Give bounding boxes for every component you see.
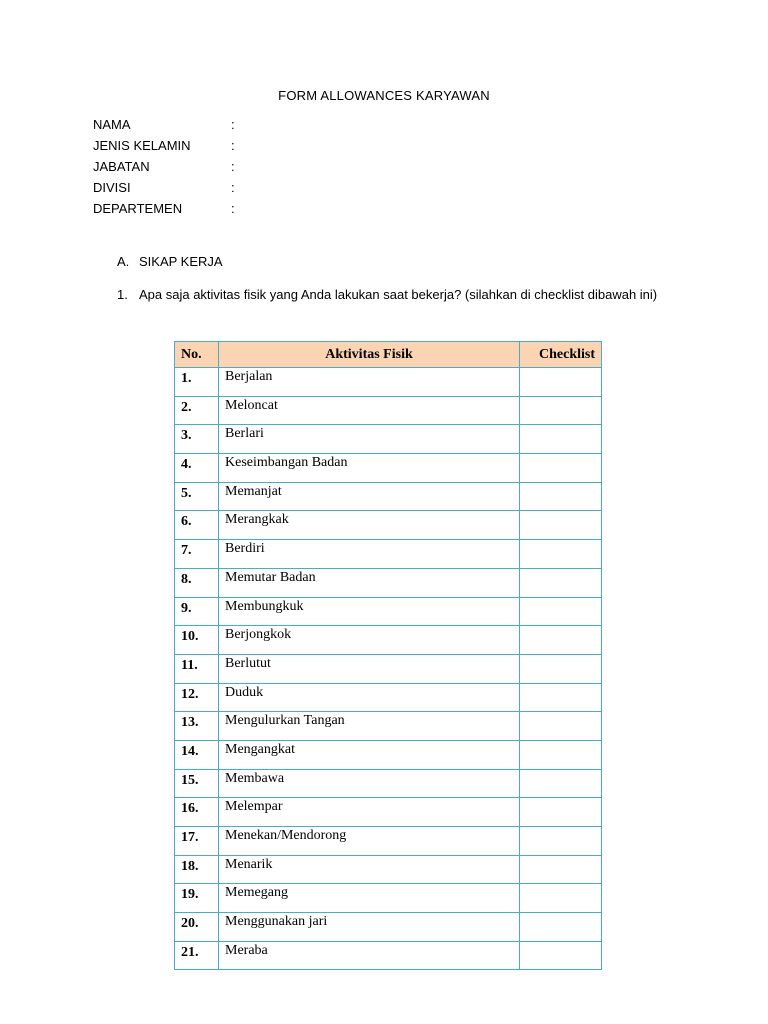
- row-number: 21.: [175, 941, 219, 970]
- checklist-cell[interactable]: [520, 482, 602, 511]
- question: [117, 281, 687, 309]
- row-number: 13.: [175, 712, 219, 741]
- row-number: 14.: [175, 740, 219, 769]
- row-number: 17.: [175, 827, 219, 856]
- row-number: 1.: [175, 368, 219, 397]
- row-number: 5.: [175, 482, 219, 511]
- activity-name: Menggunakan jari: [219, 913, 520, 942]
- table-row: [175, 368, 602, 397]
- checklist-cell[interactable]: [520, 884, 602, 913]
- activity-name: Keseimbangan Badan: [219, 454, 520, 483]
- activity-name: Meraba: [219, 941, 520, 970]
- activity-name: Berlari: [219, 425, 520, 454]
- activity-name: Memegang: [219, 884, 520, 913]
- field-colon: :: [231, 201, 235, 216]
- table-row: [175, 683, 602, 712]
- table-row: [175, 884, 602, 913]
- row-number: 9.: [175, 597, 219, 626]
- row-number: 8.: [175, 568, 219, 597]
- header-no: No.: [175, 342, 219, 368]
- activity-name: Mengulurkan Tangan: [219, 712, 520, 741]
- activity-name: Berjongkok: [219, 626, 520, 655]
- field-label: NAMA: [93, 117, 131, 132]
- checklist-cell[interactable]: [520, 597, 602, 626]
- question-number: 1.: [117, 287, 128, 302]
- section-title: SIKAP KERJA: [139, 254, 223, 269]
- activity-name: Membawa: [219, 769, 520, 798]
- field-colon: :: [231, 180, 235, 195]
- activity-name: Memanjat: [219, 482, 520, 511]
- employee-fields: [93, 117, 241, 222]
- section-heading: [117, 254, 223, 269]
- row-number: 3.: [175, 425, 219, 454]
- table-row: [175, 626, 602, 655]
- checklist-cell[interactable]: [520, 511, 602, 540]
- field-row: [93, 180, 241, 201]
- checklist-cell[interactable]: [520, 654, 602, 683]
- field-label: DIVISI: [93, 180, 131, 195]
- table-row: [175, 798, 602, 827]
- section-marker: A.: [117, 254, 130, 269]
- table-row: [175, 568, 602, 597]
- checklist-cell[interactable]: [520, 941, 602, 970]
- checklist-cell[interactable]: [520, 798, 602, 827]
- checklist-cell[interactable]: [520, 368, 602, 397]
- checklist-cell[interactable]: [520, 626, 602, 655]
- activity-name: Memutar Badan: [219, 568, 520, 597]
- table-header-row: [175, 342, 602, 368]
- row-number: 15.: [175, 769, 219, 798]
- field-row: [93, 201, 241, 222]
- table-row: [175, 396, 602, 425]
- header-activity: Aktivitas Fisik: [219, 342, 520, 368]
- checklist-cell[interactable]: [520, 769, 602, 798]
- field-row: [93, 159, 241, 180]
- table-row: [175, 425, 602, 454]
- table-row: [175, 913, 602, 942]
- checklist-cell[interactable]: [520, 454, 602, 483]
- activity-name: Duduk: [219, 683, 520, 712]
- row-number: 10.: [175, 626, 219, 655]
- checklist-cell[interactable]: [520, 396, 602, 425]
- table-row: [175, 855, 602, 884]
- activity-name: Berdiri: [219, 540, 520, 569]
- header-checklist: Checklist: [520, 342, 602, 368]
- field-row: [93, 138, 241, 159]
- table-row: [175, 827, 602, 856]
- row-number: 4.: [175, 454, 219, 483]
- activity-name: Menekan/Mendorong: [219, 827, 520, 856]
- form-title: FORM ALLOWANCES KARYAWAN: [278, 88, 490, 103]
- activity-name: Merangkak: [219, 511, 520, 540]
- field-label: DEPARTEMEN: [93, 201, 183, 216]
- activity-table: [174, 341, 602, 970]
- row-number: 18.: [175, 855, 219, 884]
- field-label: JENIS KELAMIN: [93, 138, 191, 153]
- checklist-cell[interactable]: [520, 425, 602, 454]
- table-row: [175, 540, 602, 569]
- table-row: [175, 511, 602, 540]
- row-number: 20.: [175, 913, 219, 942]
- activity-name: Mengangkat: [219, 740, 520, 769]
- table-row: [175, 712, 602, 741]
- field-colon: :: [231, 117, 235, 132]
- checklist-cell[interactable]: [520, 827, 602, 856]
- table-row: [175, 654, 602, 683]
- row-number: 7.: [175, 540, 219, 569]
- row-number: 2.: [175, 396, 219, 425]
- field-colon: :: [231, 138, 235, 153]
- activity-name: Berlutut: [219, 654, 520, 683]
- activity-name: Meloncat: [219, 396, 520, 425]
- checklist-cell[interactable]: [520, 740, 602, 769]
- activity-name: Membungkuk: [219, 597, 520, 626]
- activity-name: Berjalan: [219, 368, 520, 397]
- table-row: [175, 740, 602, 769]
- row-number: 19.: [175, 884, 219, 913]
- checklist-cell[interactable]: [520, 683, 602, 712]
- field-row: [93, 117, 241, 138]
- table-row: [175, 941, 602, 970]
- checklist-cell[interactable]: [520, 568, 602, 597]
- row-number: 6.: [175, 511, 219, 540]
- checklist-cell[interactable]: [520, 712, 602, 741]
- field-colon: :: [231, 159, 235, 174]
- table-row: [175, 597, 602, 626]
- row-number: 11.: [175, 654, 219, 683]
- activity-name: Menarik: [219, 855, 520, 884]
- field-label: JABATAN: [93, 159, 150, 174]
- row-number: 12.: [175, 683, 219, 712]
- checklist-cell[interactable]: [520, 540, 602, 569]
- table-row: [175, 454, 602, 483]
- question-text: Apa saja aktivitas fisik yang Anda lakukan saat bekerja? (silahkan di checklist dibawah ini): [139, 287, 658, 302]
- table-row: [175, 769, 602, 798]
- row-number: 16.: [175, 798, 219, 827]
- activity-name: Melempar: [219, 798, 520, 827]
- checklist-cell[interactable]: [520, 855, 602, 884]
- checklist-cell[interactable]: [520, 913, 602, 942]
- table-row: [175, 482, 602, 511]
